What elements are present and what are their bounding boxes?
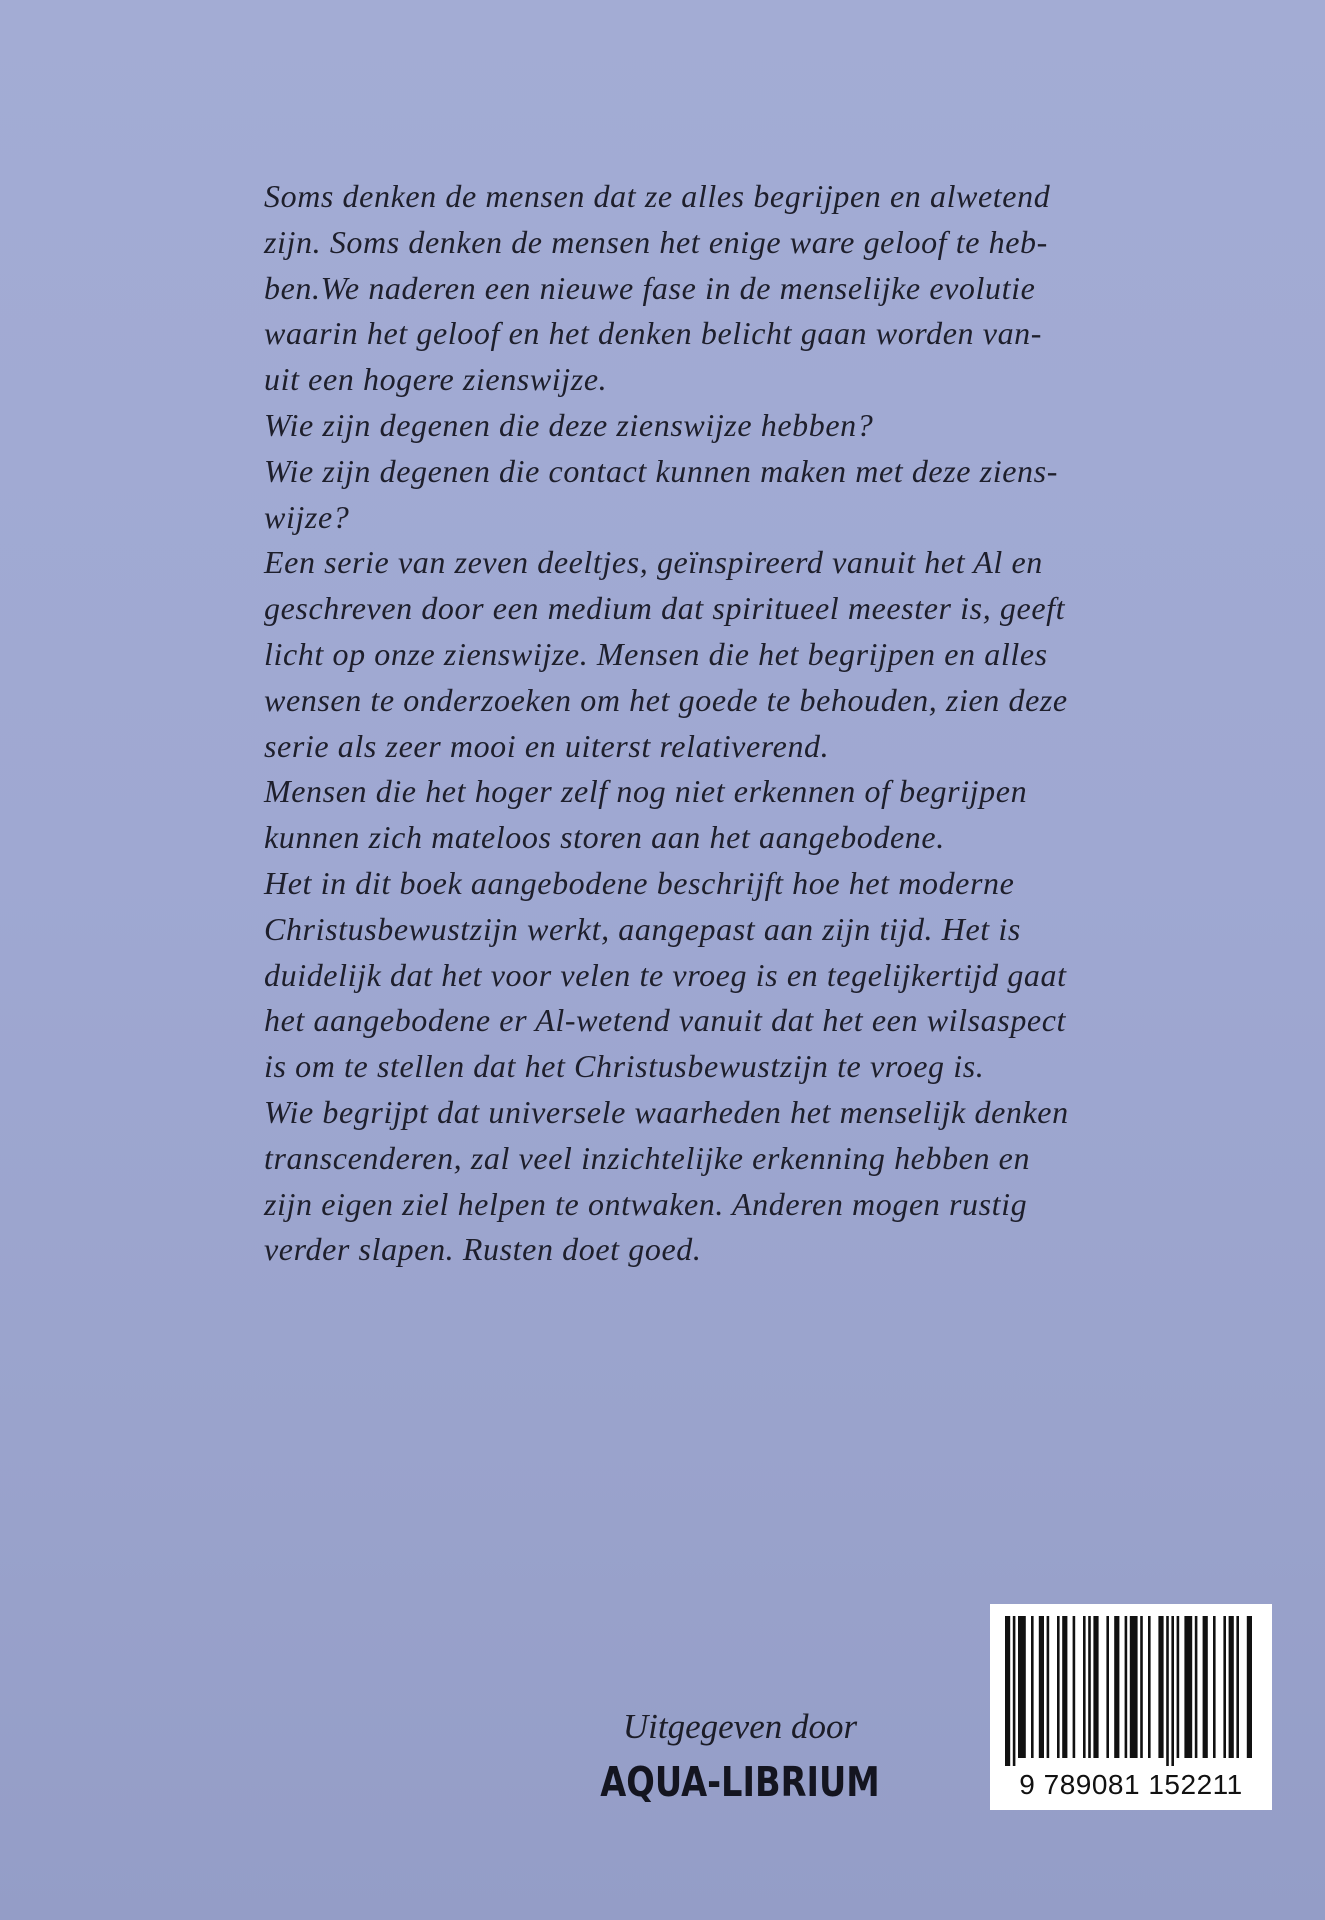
barcode-bar <box>1088 1616 1091 1758</box>
barcode-bar <box>1213 1616 1216 1758</box>
barcode-bar <box>1171 1616 1174 1766</box>
barcode-bar <box>1130 1616 1138 1758</box>
publisher-label: Uitgegeven door <box>622 1707 858 1746</box>
barcode-bar <box>1005 1616 1010 1766</box>
barcode-bar <box>1093 1616 1098 1758</box>
isbn-number: 9 789081 152211 <box>1019 1769 1243 1800</box>
blurb-line: is om te stellen dat het Christusbewustzijn te vroeg is. <box>264 1048 985 1085</box>
barcode-bar <box>1166 1616 1169 1766</box>
barcode-bar <box>1018 1616 1026 1758</box>
blurb-line: Soms denken de mensen dat ze alles begrijpen en alwetend <box>264 178 1051 214</box>
barcode-bar <box>1039 1616 1044 1758</box>
blurb-line: wensen te onderzoeken om het goede te behouden, zien deze <box>264 681 1068 718</box>
blurb-line: verder slapen. Rusten doet goed. <box>264 1231 702 1268</box>
barcode-bar <box>1047 1616 1050 1758</box>
blurb-line: transcenderen, zal veel inzichtelijke erkenning hebben en <box>264 1139 1031 1176</box>
blurb-line: waarin het geloof en het denken belicht gaan worden van- <box>264 315 1043 352</box>
barcode-bar <box>1195 1616 1198 1758</box>
barcode-bar <box>1247 1616 1252 1758</box>
blurb-line: ben.We naderen een nieuwe fase in de menselijke evolutie <box>264 269 1036 306</box>
barcode-bar <box>1236 1616 1239 1758</box>
barcode-bar <box>1140 1616 1143 1758</box>
publisher-logo: AQUA-LIBRIUM <box>600 1758 880 1806</box>
blurb-line: Wie begrijpt dat universele waarheden het menselijk denken <box>264 1093 1069 1130</box>
blurb-line: Het in dit boek aangebodene beschrijft hoe het moderne <box>264 864 1015 901</box>
blurb-line: Christusbewustzijn werkt, aangepast aan zijn tijd. Het is <box>264 910 1021 947</box>
isbn-barcode <box>990 1604 1272 1810</box>
barcode-bar <box>1083 1616 1086 1758</box>
blurb-line: het aangebodene er Al-wetend vanuit dat het een wilsaspect <box>264 1002 1067 1039</box>
blurb-line: Wie zijn degenen die contact kunnen maken met deze ziens- <box>264 452 1058 489</box>
blurb-line: zijn eigen ziel helpen te ontwaken. Anderen mogen rustig <box>264 1185 1028 1222</box>
barcode-bar <box>1125 1616 1128 1758</box>
blurb-line: licht op onze zienswijze. Mensen die het begrijpen en alles <box>264 635 1048 672</box>
barcode-bars <box>1005 1616 1257 1766</box>
barcode-bar <box>1223 1616 1226 1758</box>
barcode-bar <box>1148 1616 1151 1758</box>
barcode-bar <box>1013 1616 1016 1766</box>
barcode-bar <box>1057 1616 1060 1758</box>
blurb-text <box>264 174 1194 1273</box>
blurb-line: geschreven door een medium dat spiritueel meester is, geeft <box>264 590 1066 627</box>
barcode-bar <box>1203 1616 1208 1758</box>
barcode-bar <box>1177 1616 1180 1758</box>
publisher-block <box>560 1705 920 1807</box>
barcode-bar <box>1073 1616 1076 1758</box>
blurb-line: duidelijk dat het voor velen te vroeg is en tegelijkertijd gaat <box>264 956 1067 993</box>
barcode-bar <box>1229 1616 1234 1758</box>
barcode-bar <box>1062 1616 1067 1758</box>
barcode-bar <box>1158 1616 1163 1758</box>
blurb-line: Wie zijn degenen die deze zienswijze hebben? <box>264 406 874 443</box>
blurb-line: Mensen die het hoger zelf nog niet erkennen of begrijpen <box>264 773 1028 810</box>
barcode-bar <box>1114 1616 1119 1758</box>
blurb-line: uit een hogere zienswijze. <box>264 361 608 398</box>
blurb-line: serie als zeer mooi en uiterst relativerend. <box>264 727 830 764</box>
blurb-line: Een serie van zeven deeltjes, geïnspireerd vanuit het Al en <box>264 544 1043 581</box>
barcode-bar <box>1031 1616 1034 1758</box>
barcode-bar <box>1106 1616 1109 1758</box>
blurb-line: wijze? <box>264 498 350 535</box>
blurb-line: zijn. Soms denken de mensen het enige ware geloof te heb- <box>264 223 1048 260</box>
barcode-bar <box>1184 1616 1192 1758</box>
blurb-line: kunnen zich mateloos storen aan het aangebodene. <box>264 819 945 856</box>
